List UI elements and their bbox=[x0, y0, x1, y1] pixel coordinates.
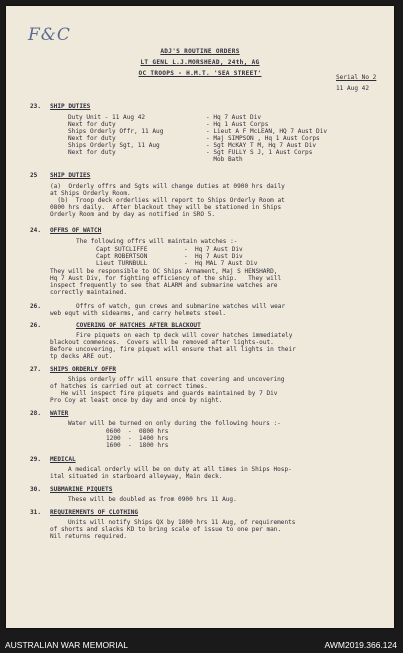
roster-label: Duty Unit - 11 Aug 42 bbox=[68, 114, 146, 121]
body-line: These will be doubled as from 0900 hrs 11 Aug. bbox=[68, 496, 237, 503]
body-line: He will inspect fire piquets and guards maintained by 7 Div bbox=[50, 390, 278, 397]
roster-value: - Hq 7 Aust Div bbox=[206, 114, 262, 121]
handwritten-mark: F&C bbox=[28, 25, 71, 45]
section-title: SHIPS ORDERLY OFFR bbox=[50, 366, 117, 373]
body-line: tp decks ARE out. bbox=[50, 353, 113, 360]
body-line: ital situated in starboard alleyway, Main deck. bbox=[50, 473, 223, 480]
roster-value: - Hq 1 Aust Corps bbox=[206, 121, 269, 128]
header-line-1: ADJ'S ROUTINE ORDERS bbox=[160, 48, 240, 55]
section-number: 29. bbox=[30, 456, 42, 463]
body-line: The following offrs will maintain watches :- bbox=[76, 238, 238, 245]
watch-officer: Capt SUTCLIFFE bbox=[96, 246, 148, 253]
section-number: 31. bbox=[30, 509, 42, 516]
section-title: WATER bbox=[50, 410, 69, 417]
body-line: (a) Orderly offrs and Sgts will change duties at 0900 hrs daily bbox=[50, 183, 285, 190]
section-title: REQUIREMENTS OF CLOTHING bbox=[50, 509, 139, 516]
roster-label: Next for duty bbox=[68, 135, 116, 142]
body-line: Before uncovering, fire piquet will ensure that all lights in their bbox=[50, 346, 296, 353]
header-line-3: OC TROOPS - H.M.T. 'SEA STREET' bbox=[138, 70, 262, 77]
section-title: MEDICAL bbox=[50, 456, 76, 463]
section-title: SHIP DUTIES bbox=[50, 172, 91, 179]
body-line: blackout commences. Covers will be removed after lights-out. bbox=[50, 339, 274, 346]
water-time: 0600 - 0800 hrs bbox=[106, 428, 169, 435]
body-line: Pro Coy at least once by day and once by night. bbox=[50, 397, 223, 404]
body-line: Hq 7 Aust Div, for fighting efficiency of the ship. They will bbox=[50, 275, 282, 282]
archive-name: AUSTRALIAN WAR MEMORIAL bbox=[5, 640, 128, 650]
watch-unit: - Hq MAL 7 Aust Div bbox=[184, 260, 258, 267]
body-line: correctly maintained. bbox=[50, 289, 128, 296]
roster-value: Mob Bath bbox=[206, 156, 243, 163]
watch-officer: Lieut TURNBULL bbox=[96, 260, 148, 267]
body-line: web equt with sidearms, and carry helmets steel. bbox=[50, 310, 227, 317]
body-line: of shorts and slacks KD to bring scale of issue to one per man. bbox=[50, 526, 282, 533]
water-time: 1200 - 1400 hrs bbox=[106, 435, 169, 442]
archive-reference: AWM2019.366.124 bbox=[324, 640, 397, 650]
section-number: 26. bbox=[30, 303, 42, 310]
body-line: at Ships Orderly Room. bbox=[50, 190, 131, 197]
roster-label: Next for duty bbox=[68, 121, 116, 128]
roster-label: Ships Orderly Sgt, 11 Aug bbox=[68, 142, 160, 149]
body-line: Offrs of watch, gun crews and submarine watches will wear bbox=[76, 303, 286, 310]
body-line: Orderly Room and by day as notified in SRO 5. bbox=[50, 211, 216, 218]
section-number: 24. bbox=[30, 227, 42, 234]
body-line: of hatches is carried out at correct times. bbox=[50, 383, 208, 390]
body-line: Ships orderly offr will ensure that covering and uncovering bbox=[68, 376, 285, 383]
body-line: A medical orderly will be on duty at all times in Ships Hosp- bbox=[68, 466, 292, 473]
section-number: 30. bbox=[30, 486, 42, 493]
body-line: Units will notify Ships QX by 1800 hrs 11 Aug, of requirements bbox=[68, 519, 296, 526]
section-title: COVERING OF HATCHES AFTER BLACKOUT bbox=[76, 322, 201, 329]
roster-value: - Maj SIMPSON , Hq 1 Aust Corps bbox=[206, 135, 320, 142]
order-date: 11 Aug 42 bbox=[336, 85, 370, 92]
header-line-2: LT GENL L.J.MORSHEAD, 24th, AG bbox=[140, 59, 260, 66]
section-number: 26. bbox=[30, 322, 42, 329]
watch-unit: - Hq 7 Aust Div bbox=[184, 246, 243, 253]
roster-label: Ships Orderly Offr, 11 Aug bbox=[68, 128, 164, 135]
body-line: 0800 hrs daily. After blackout they will be stationed in Ships bbox=[50, 204, 282, 211]
watch-unit: - Hq 7 Aust Div bbox=[184, 253, 243, 260]
serial-number: Serial No 2 bbox=[336, 74, 377, 81]
archive-footer bbox=[0, 637, 403, 653]
body-line: Fire piquets on each tp deck will cover hatches immediately bbox=[76, 332, 293, 339]
roster-value: - Lieut A F McLEAN, HQ 7 Aust Div bbox=[206, 128, 328, 135]
roster-label: Next for duty bbox=[68, 149, 116, 156]
section-number: 28. bbox=[30, 410, 42, 417]
section-number: 27. bbox=[30, 366, 42, 373]
section-title: OFFRS OF WATCH bbox=[50, 227, 102, 234]
body-line: They will be responsible to OC Ships Armament, Maj S HENSHARD, bbox=[50, 268, 278, 275]
section-number: 25 bbox=[30, 172, 38, 179]
document-page bbox=[6, 6, 394, 628]
body-line: Water will be turned on only during the following hours :- bbox=[68, 420, 281, 427]
section-title: SUBMARINE PIQUETS bbox=[50, 486, 113, 493]
body-line: inspect frequently to see that ALARM and submarine watches are bbox=[50, 282, 278, 289]
roster-value: - Sgt McKAY T M, Hq 7 Aust Div bbox=[206, 142, 317, 149]
body-line: Nil returns required. bbox=[50, 533, 128, 540]
watch-officer: Capt ROBERTSON bbox=[96, 253, 148, 260]
water-time: 1600 - 1800 hrs bbox=[106, 442, 169, 449]
body-line: (b) Troop deck orderlies will report to Ships Orderly Room at bbox=[50, 197, 285, 204]
section-number: 23. bbox=[30, 103, 42, 110]
section-title: SHIP DUTIES bbox=[50, 103, 91, 110]
roster-value: - Sgt FULLY S J, 1 Aust Corps bbox=[206, 149, 313, 156]
